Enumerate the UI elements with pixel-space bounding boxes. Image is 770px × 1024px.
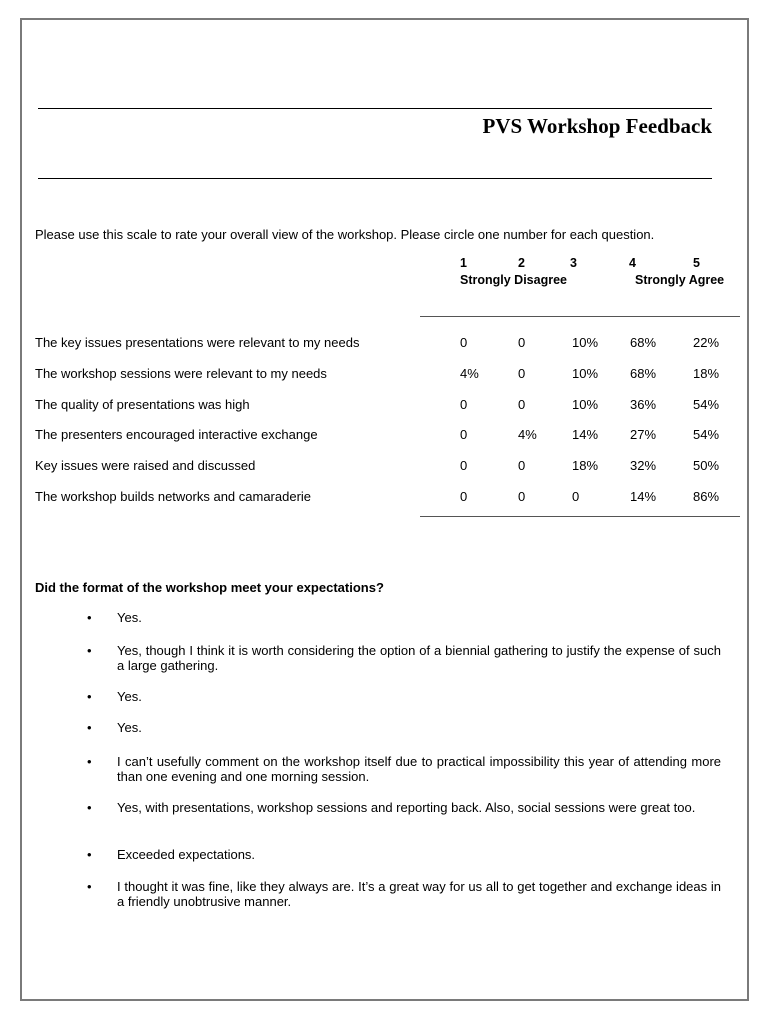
table-row [0,489,770,509]
row-statement: The workshop sessions were relevant to my needs [35,365,327,381]
answer-text: Yes, though I think it is worth considering the option of a biennial gathering to justify the expense of such a large gathering. [117,643,721,673]
bullet-icon: • [87,720,92,735]
row-value-3: 14% [572,427,599,443]
bullet-icon: • [87,643,92,658]
scale-number-3: 3 [570,256,577,270]
row-value-2: 0 [518,396,526,412]
row-statement: Key issues were raised and discussed [35,458,256,474]
intro-text: Please use this scale to rate your overall view of the workshop. Please circle one number for each question. [35,227,655,242]
bullet-icon: • [87,754,92,769]
list-item [0,689,770,704]
row-value-2: 0 [518,335,526,350]
scale-low-label: Strongly Disagree [460,273,567,287]
row-value-5: 86% [693,489,720,504]
bullet-icon: • [87,879,92,894]
title-bottom-rule [38,178,712,179]
row-value-4: 36% [630,396,657,412]
list-item [0,610,770,625]
row-value-4: 32% [630,458,657,474]
list-item [0,754,770,784]
row-value-4: 68% [630,335,657,350]
table-row [0,366,770,386]
bullet-icon: • [87,847,92,862]
table-row [0,427,770,447]
page-title: PVS Workshop Feedback [482,114,712,138]
row-value-1: 0 [460,489,468,504]
row-value-4: 68% [630,365,657,381]
row-value-2: 4% [518,427,537,443]
row-value-3: 0 [572,489,580,504]
scale-number-5: 5 [693,256,700,270]
row-value-1: 0 [460,396,468,412]
table-row [0,458,770,478]
title-top-rule [38,108,712,109]
bullet-icon: • [87,689,92,704]
row-value-5: 54% [693,396,720,412]
row-value-1: 0 [460,335,468,350]
answer-text: Exceeded expectations. [117,847,256,862]
row-value-5: 22% [693,335,720,350]
scale-number-2: 2 [518,256,525,270]
row-value-4: 14% [630,489,657,504]
row-value-3: 10% [572,335,599,350]
row-statement: The presenters encouraged interactive exchange [35,427,318,443]
table-bottom-rule [420,516,740,517]
list-item [0,847,770,862]
list-item [0,643,770,673]
row-value-1: 4% [460,365,479,381]
table-row [0,335,770,355]
row-value-3: 10% [572,365,599,381]
row-value-5: 18% [693,365,720,381]
answer-text: Yes. [117,720,142,735]
row-value-5: 54% [693,427,720,443]
format-question: Did the format of the workshop meet your expectations? [35,580,384,595]
bullet-icon: • [87,800,92,815]
answer-text: Yes. [117,610,142,625]
answer-text: I can’t usefully comment on the workshop itself due to practical impossibility this year of attending more than one evening and one morning session. [117,754,721,784]
row-value-2: 0 [518,489,526,504]
table-row [0,397,770,417]
row-value-1: 0 [460,427,468,443]
row-value-2: 0 [518,365,526,381]
scale-number-4: 4 [629,256,636,270]
list-item [0,800,770,830]
row-value-2: 0 [518,458,526,474]
bullet-icon: • [87,610,92,625]
scale-high-label: Strongly Agree [635,273,725,287]
row-statement: The quality of presentations was high [35,396,250,412]
answer-text: I thought it was fine, like they always are. It’s a great way for us all to get together and exchange ideas in a friendly unobtrusive manner. [117,879,721,909]
scale-number-1: 1 [460,256,467,270]
answer-text: Yes, with presentations, workshop sessions and reporting back. Also, social sessions were great too. [117,800,696,815]
row-statement: The key issues presentations were relevant to my needs [35,335,360,350]
row-value-3: 10% [572,396,599,412]
answer-text: Yes. [117,689,142,704]
list-item [0,720,770,735]
row-value-1: 0 [460,458,468,474]
row-statement: The workshop builds networks and camaraderie [35,489,312,504]
row-value-4: 27% [630,427,657,443]
row-value-3: 18% [572,458,599,474]
row-value-5: 50% [693,458,720,474]
table-top-rule [420,316,740,317]
list-item [0,879,770,909]
